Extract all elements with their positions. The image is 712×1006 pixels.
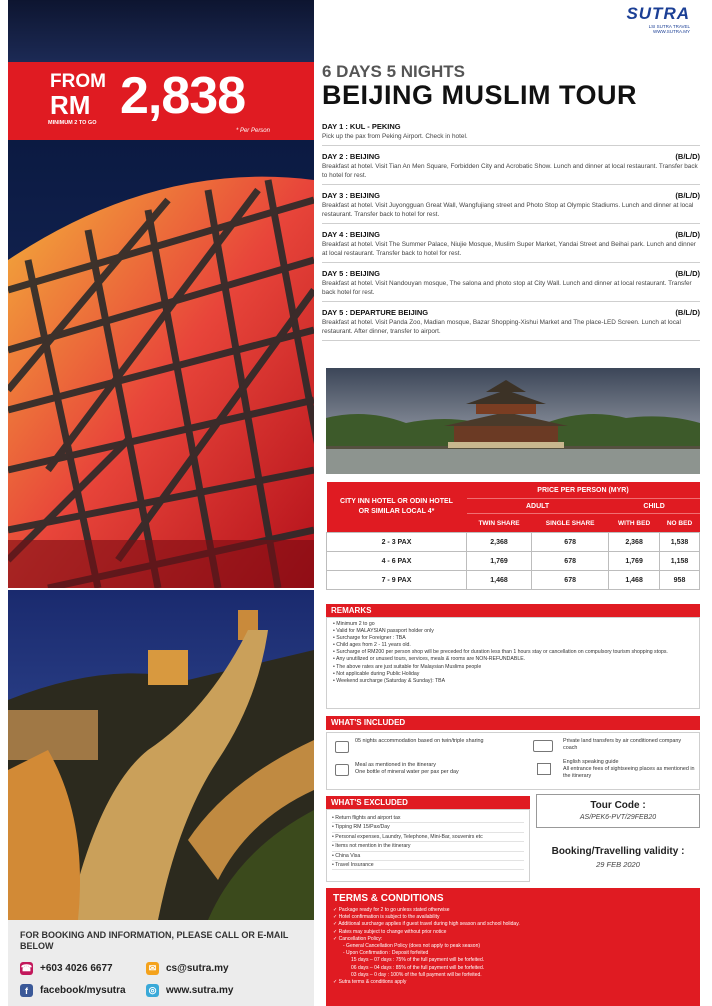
price-table-title: PRICE PER PERSON (MYR) (467, 482, 700, 499)
excluded-item: • Items not mention in the itinerary (332, 842, 524, 851)
price-table-column-header: NO BED (660, 514, 700, 533)
tour-code-label: Tour Code : (590, 800, 646, 811)
price-table-row (327, 571, 700, 590)
itinerary-day-description: Breakfast at hotel. Visit Juyongguan Great Wall, Wangfujiang street and Photo Stop at Olympic Stadiums. Lunch and dinner at local restaurant. Transfer back to hotel for rest. (322, 202, 694, 218)
booking-website[interactable] (146, 984, 233, 997)
included-box (326, 732, 700, 790)
price-table-cell: 1,468 (609, 571, 660, 590)
itinerary-day-title: DAY 5 : BEIJING (322, 269, 380, 278)
itinerary-day (322, 152, 700, 185)
remarks-list (326, 617, 700, 709)
booking-facebook-text: facebook/mysutra (40, 985, 126, 996)
remarks-item: • Valid for MALAYSIAN passport holder only (333, 628, 693, 635)
itinerary-day (322, 191, 700, 224)
price-table-cell: 1,769 (467, 552, 532, 571)
right-column (322, 0, 702, 1006)
price-table-cell: 1,538 (660, 533, 700, 552)
price-table-cell: 2,368 (467, 533, 532, 552)
booking-website-text: www.sutra.my (166, 985, 234, 996)
validity-value: 29 FEB 2020 (596, 860, 640, 869)
excluded-item: • Return flights and airport tax (332, 814, 524, 823)
itinerary-day-header (322, 152, 700, 162)
email-icon: ✉ (146, 962, 159, 975)
validity-label: Booking/Travelling validity : (551, 846, 685, 857)
remarks-item: • Weekend surcharge (Saturday & Sunday): TBA (333, 678, 693, 685)
remarks-item: • Child ages from 2 - 11 years old. (333, 642, 693, 649)
itinerary (322, 122, 700, 347)
booking-email-text: cs@sutra.my (166, 963, 229, 974)
price-amount: 2,838 (120, 67, 246, 125)
terms-item: ✓ Additional surcharge applies if guest travel during high season and school holiday. (333, 921, 693, 928)
itinerary-day (322, 269, 700, 302)
night-sky-band (8, 0, 314, 62)
included-meals (355, 762, 515, 776)
price-table-column-header: WITH BED (609, 514, 660, 533)
price-table-cell: 1,468 (467, 571, 532, 590)
itinerary-day-description: Pick up the pax from Peking Airport. Check in hotel. (322, 133, 468, 140)
terms-item: ✓ Hotel confirmation is subject to the availability (333, 914, 693, 921)
logo-tagline-1: LSI SUTRA TRAVEL (648, 24, 690, 29)
remarks-item: • Not applicable during Public Holiday (333, 671, 693, 678)
logo-wordmark: SUTRA (626, 4, 690, 23)
excluded-item: • Personal expenses, Laundry, Telephone, Mini-Bar, souvenirs etc (332, 833, 524, 842)
terms-cancellation-tier: 06 days – 04 days : 85% of the full payment will be forfeited. (351, 964, 485, 971)
price-table-cell: 678 (532, 552, 609, 571)
excluded-list (326, 809, 530, 882)
remarks-item: • Surcharge of RM200 per person shop will be preceded for duration less than 1 hours stay or cancellation on compulsory tourism shopping stops. (333, 649, 693, 656)
remarks-item: • Any unutilized or unused tours, services, meals & rooms are NON-REFUNDABLE. (333, 656, 693, 663)
included-meal-1: Meal as mentioned in the itinerary (355, 762, 436, 768)
booking-facebook[interactable] (20, 984, 126, 997)
itinerary-day (322, 230, 700, 263)
itinerary-day-header (322, 269, 700, 279)
price-currency: RM (50, 90, 91, 120)
price-table-cell: 1,769 (609, 552, 660, 571)
price-table-pax: 2 - 3 PAX (327, 533, 467, 552)
itinerary-day-meals: (B/L/D) (675, 269, 700, 278)
itinerary-day-description: Breakfast at hotel. Visit Nandouyan mosque, The salona and photo stop at City Wall. Lunch and dinner at local restaurant. Transfer back hotel for rest. (322, 280, 692, 296)
terms-last-item: ✓ Sutra terms & conditions apply (333, 979, 693, 986)
price-table-cell: 1,158 (660, 552, 700, 571)
terms-and-conditions (326, 888, 700, 1006)
included-guide (563, 759, 697, 780)
booking-phone[interactable] (20, 962, 113, 975)
facebook-icon: f (20, 984, 33, 997)
itinerary-day-header (322, 122, 700, 132)
remarks-item: • Surcharge for Foreigner : TBA (333, 635, 693, 642)
excluded-item: • Travel Insurance (332, 861, 524, 870)
excluded-item: • Tipping RM 15/Pax/Day (332, 823, 524, 832)
price-table-cell: 2,368 (609, 533, 660, 552)
booking-info-panel (8, 920, 314, 1006)
price-table-hotel-label: CITY INN HOTEL OR ODIN HOTEL OR SIMILAR LOCAL 4* (327, 482, 467, 533)
tour-code-box (536, 794, 700, 828)
terms-item: ✓ Package ready for 2 to go unless stated otherwise (333, 907, 693, 914)
price-table-column-header: TWIN SHARE (467, 514, 532, 533)
itinerary-day-title: DAY 1 : KUL - PEKING (322, 122, 401, 131)
terms-item: ✓ Rates may subject to change without prior notice (333, 929, 693, 936)
price-table-cell: 958 (660, 571, 700, 590)
price-badge (8, 62, 314, 140)
price-table-cell: 678 (532, 571, 609, 590)
sutra-logo (626, 4, 690, 34)
included-guide-2: All entrance fees of sightseeing places as mentioned in the itinerary (563, 766, 695, 779)
logo-tagline-2: WWW.SUTRA.MY (653, 29, 690, 34)
hotel-icon (335, 741, 349, 753)
price-table-pax: 4 - 6 PAX (327, 552, 467, 571)
itinerary-day-header (322, 308, 700, 318)
tour-duration: 6 DAYS 5 NIGHTS (322, 62, 465, 81)
phone-icon: ☎ (20, 963, 33, 973)
excluded-item: • China Visa (332, 852, 524, 861)
booking-email[interactable] (146, 962, 229, 975)
itinerary-day-header (322, 230, 700, 240)
remarks-item: • The above rates are just suitable for Malaysian Muslims people (333, 664, 693, 671)
itinerary-day-header (322, 191, 700, 201)
terms-title: TERMS & CONDITIONS (333, 893, 444, 904)
price-from-label: FROM (50, 71, 106, 92)
itinerary-day-meals: (B/L/D) (675, 230, 700, 239)
itinerary-day-title: DAY 2 : BEIJING (322, 152, 380, 161)
terms-cancellation-tier: 15 days – 07 days : 75% of the full payment will be forfeited. (351, 957, 485, 964)
itinerary-day (322, 308, 700, 341)
itinerary-day-title: DAY 4 : BEIJING (322, 230, 380, 239)
price-table-column-header: SINGLE SHARE (532, 514, 609, 533)
coach-icon (533, 740, 553, 752)
flag-icon (537, 763, 551, 775)
terms-item: ✓ Cancellation Policy: (333, 936, 693, 943)
itinerary-day-description: Breakfast at hotel. Visit Panda Zoo, Madian mosque, Bazar Shopping-Xishui Market and The place-LED Screen. Lunch at local restaurant. After dinner, transfer to airport. (322, 319, 681, 335)
itinerary-day (322, 122, 700, 146)
remarks-header: REMARKS (326, 604, 700, 618)
included-header: WHAT'S INCLUDED (326, 716, 700, 730)
price-table-row (327, 552, 700, 571)
forbidden-city-corner-tower-photo (326, 368, 700, 474)
itinerary-day-description: Breakfast at hotel. Visit Tian An Men Square, Forbidden City and Acrobatic Show. Lunch and dinner at local restaurant. Transfer back to hotel for rest. (322, 163, 698, 179)
itinerary-day-title: DAY 5 : DEPARTURE BEIJING (322, 308, 429, 317)
terms-subitem: - General Cancellation Policy (does not apply to peak season) (343, 943, 481, 950)
price-minimum-note: MINIMUM 2 TO GO (48, 120, 97, 126)
great-wall-photo (8, 590, 314, 920)
included-transfer: Private land transfers by air conditioned company coach (563, 738, 682, 751)
itinerary-day-meals: (B/L/D) (675, 152, 700, 161)
terms-subitem: - Upon Confirmation : Deposit forfeited (343, 950, 429, 957)
itinerary-day-meals: (B/L/D) (675, 191, 700, 200)
included-guide-1: English speaking guide (563, 759, 619, 765)
price-table-adult-header: ADULT (467, 499, 609, 514)
included-meal-2: One bottle of mineral water per pax per day (355, 769, 459, 775)
validity-box (536, 834, 700, 878)
price-table-cell: 678 (532, 533, 609, 552)
globe-icon: ◎ (146, 984, 159, 997)
booking-title: FOR BOOKING AND INFORMATION, PLEASE CALL OR E-MAIL BELOW (20, 930, 289, 951)
left-column (8, 0, 314, 1006)
price-table-child-header: CHILD (609, 499, 700, 514)
included-accommodation: 05 nights accommodation based on twin/triple sharing (355, 738, 484, 744)
itinerary-day-title: DAY 3 : BEIJING (322, 191, 380, 200)
remarks-item: • Minimum 2 to go (333, 621, 693, 628)
excluded-header: WHAT'S EXCLUDED (326, 796, 530, 810)
meal-icon (335, 764, 349, 776)
tour-code-value: AS/PEK6-PVT/29FEB20 (579, 814, 657, 821)
price-table (326, 482, 700, 590)
birds-nest-stadium-photo (8, 140, 314, 588)
price-table-row (327, 533, 700, 552)
tour-title: BEIJING MUSLIM TOUR (322, 80, 638, 110)
itinerary-day-meals: (B/L/D) (675, 308, 700, 317)
booking-phone-text: +603 4026 6677 (40, 963, 113, 974)
price-table-pax: 7 - 9 PAX (327, 571, 467, 590)
price-per-person-note: * Per Person (235, 128, 270, 134)
itinerary-day-description: Breakfast at hotel. Visit The Summer Palace, Niujie Mosque, Muslim Super Market, Yandai Street and Beihai park. Lunch and dinner at local restaurant. Transfer back to hotel for rest. (322, 241, 696, 257)
terms-cancellation-tier: 03 days – 0 day : 100% of the full payment will be forfeited. (351, 971, 482, 978)
